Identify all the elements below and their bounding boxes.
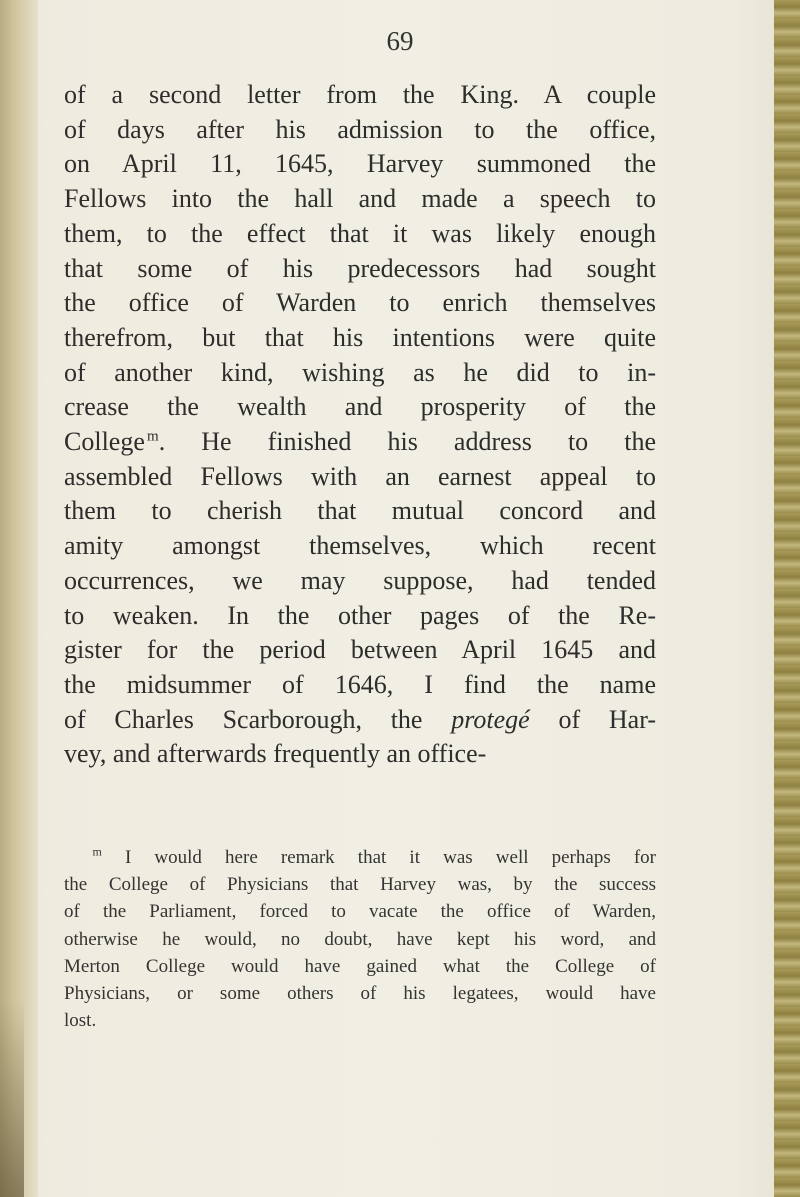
page-number: 69 — [386, 26, 414, 56]
footnote-line: Merton College would have gained what the College of — [64, 955, 656, 977]
page-binding-edge — [0, 0, 38, 1197]
footnote-line: lost. — [64, 1010, 97, 1032]
text-line: amity amongst themselves, which recent — [64, 531, 656, 561]
text-fragment: I would here remark that it was well perhaps for — [101, 847, 656, 868]
text-line: them, to the effect that it was likely enough — [64, 218, 656, 248]
italic-term: protegé — [451, 704, 530, 734]
text-line: of another kind, wishing as he did to in- — [64, 357, 656, 387]
text-line: of a second letter from the King. A couple — [64, 80, 656, 109]
text-line: crease the wealth and prosperity of the — [64, 392, 656, 422]
text-line: occurrences, we may suppose, had tended — [64, 565, 656, 595]
text-line: assembled Fellows with an earnest appeal to — [64, 461, 656, 491]
text-line: on April 11, 1645, Harvey summoned the — [64, 149, 656, 179]
text-fragment: . He finished his address to the — [158, 427, 656, 457]
text-fragment: of Har- — [529, 704, 656, 734]
text-line — [64, 703, 656, 738]
page-fore-edge — [774, 0, 800, 1197]
text-line: to weaken. In the other pages of the Re- — [64, 600, 656, 630]
text-line: Fellows into the hall and made a speech to — [64, 184, 656, 214]
text-line: them to cherish that mutual concord and — [64, 496, 656, 526]
body-text — [64, 78, 656, 772]
text-line: the midsummer of 1646, I find the name — [64, 669, 656, 699]
footnote-line — [64, 844, 656, 871]
footnote-line: Physicians, or some others of his legatees, would have — [64, 983, 656, 1005]
text-line: of days after his admission to the office, — [64, 114, 656, 144]
footnote-marker: m — [92, 844, 102, 859]
text-fragment: College — [64, 427, 145, 457]
footnote-reference: m — [147, 428, 159, 445]
text-line — [64, 425, 656, 460]
text-line: the office of Warden to enrich themselves — [64, 288, 656, 318]
text-line: therefrom, but that his intentions were quite — [64, 322, 656, 352]
footnote-line: the College of Physicians that Harvey was, by the success — [64, 874, 656, 896]
footnote-line: of the Parliament, forced to vacate the office of Warden, — [64, 901, 656, 923]
footnote-line: otherwise he would, no doubt, have kept his word, and — [64, 928, 656, 950]
binding-shadow — [0, 1000, 24, 1197]
text-line: vey, and afterwards frequently an office- — [64, 739, 487, 769]
text-fragment: of Charles Scarborough, the — [64, 704, 452, 734]
footnote — [64, 844, 656, 1034]
text-line: gister for the period between April 1645 and — [64, 635, 656, 665]
text-line: that some of his predecessors had sought — [64, 253, 656, 283]
